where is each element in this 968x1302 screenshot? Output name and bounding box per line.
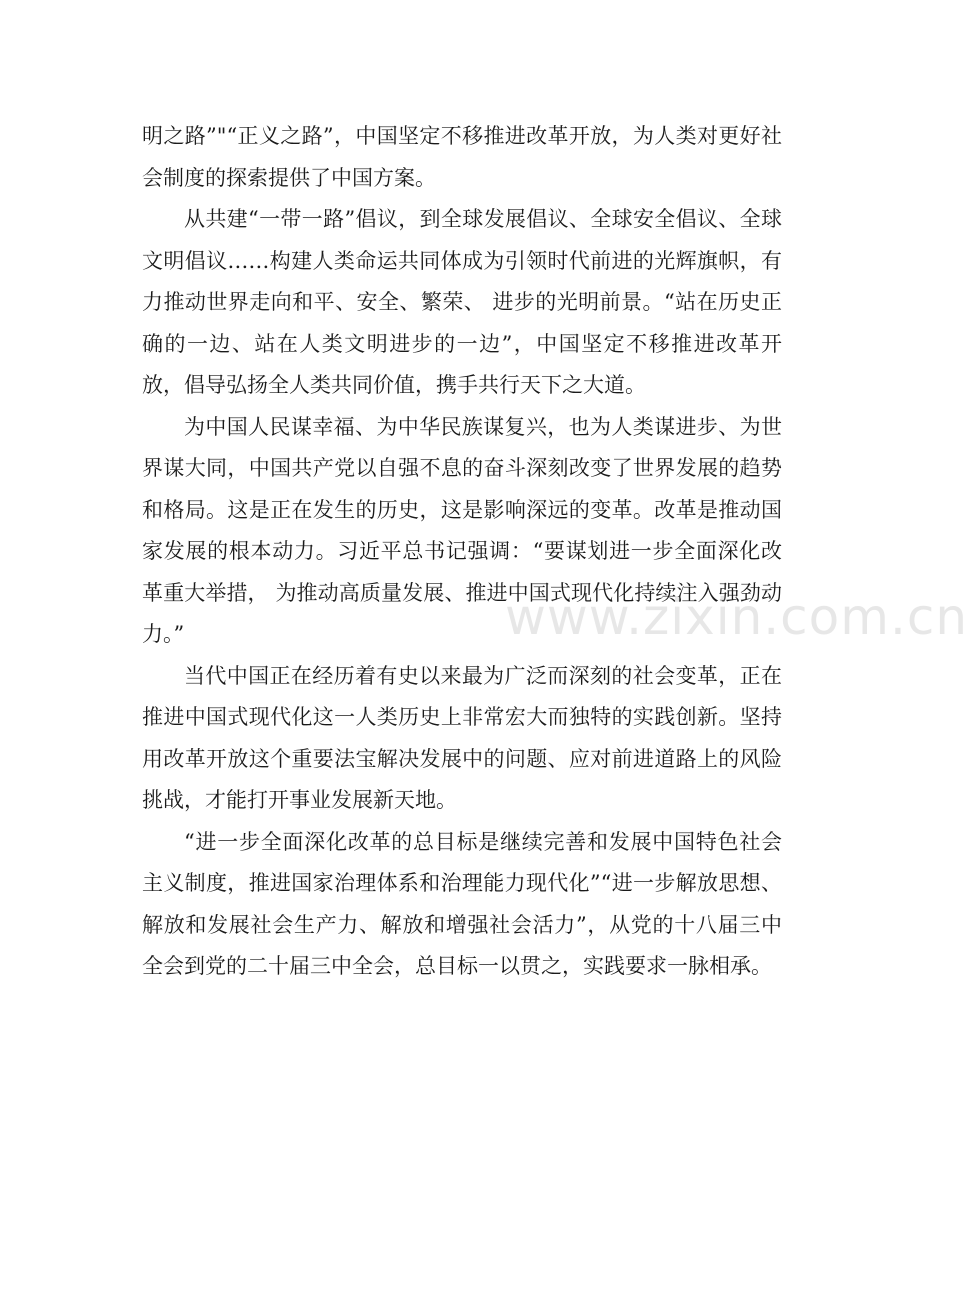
paragraph-happiness-for-people: 为中国人民谋幸福、为中华民族谋复兴，也为人类谋进步、为世界谋大同，中国共产党以自强不息的奋斗深刻改变了世界发展的趋势和格局。这是正在发生的历史，这是影响深远的变革。改革是推动国家发展的根本动力。习近平总书记强调：“要谋划进一步全面深化改革重大举措， 为推动高质量发展、推进中国式现代化持续注入强劲动力。” <box>142 414 782 646</box>
document-body <box>142 116 782 988</box>
watermark-text: www.zixin.com.cn <box>505 588 968 646</box>
paragraph-contemporary-china: 当代中国正在经历着有史以来最为广泛而深刻的社会变革，正在推进中国式现代化这一人类历史上非常宏大而独特的实践创新。坚持用改革开放这个重要法宝解决发展中的问题、应对前进道路上的风险挑战，才能打开事业发展新天地。 <box>142 663 782 812</box>
paragraph-overall-goal: “进一步全面深化改革的总目标是继续完善和发展中国特色社会主义制度，推进国家治理体系和治理能力现代化”“进一步解放思想、解放和发展社会生产力、解放和增强社会活力”，从党的十八届三中全会到党的二十届三中全会，总目标一以贯之，实践要求一脉相承。 <box>142 829 782 978</box>
paragraph-continuation: 明之路”"“正义之路”，中国坚定不移推进改革开放，为人类对更好社会制度的探索提供了中国方案。 <box>142 124 782 190</box>
paragraph-belt-and-road: 从共建“一带一路”倡议，到全球发展倡议、全球安全倡议、全球文明倡议……构建人类命运共同体成为引领时代前进的光辉旗帜，有力推动世界走向和平、安全、繁荣、 进步的光明前景。“站在历史正确的一边、站在人类文明进步的一边”，中国坚定不移推进改革开放，倡导弘扬全人类共同价值，携手共行天下之大道。 <box>142 207 782 397</box>
